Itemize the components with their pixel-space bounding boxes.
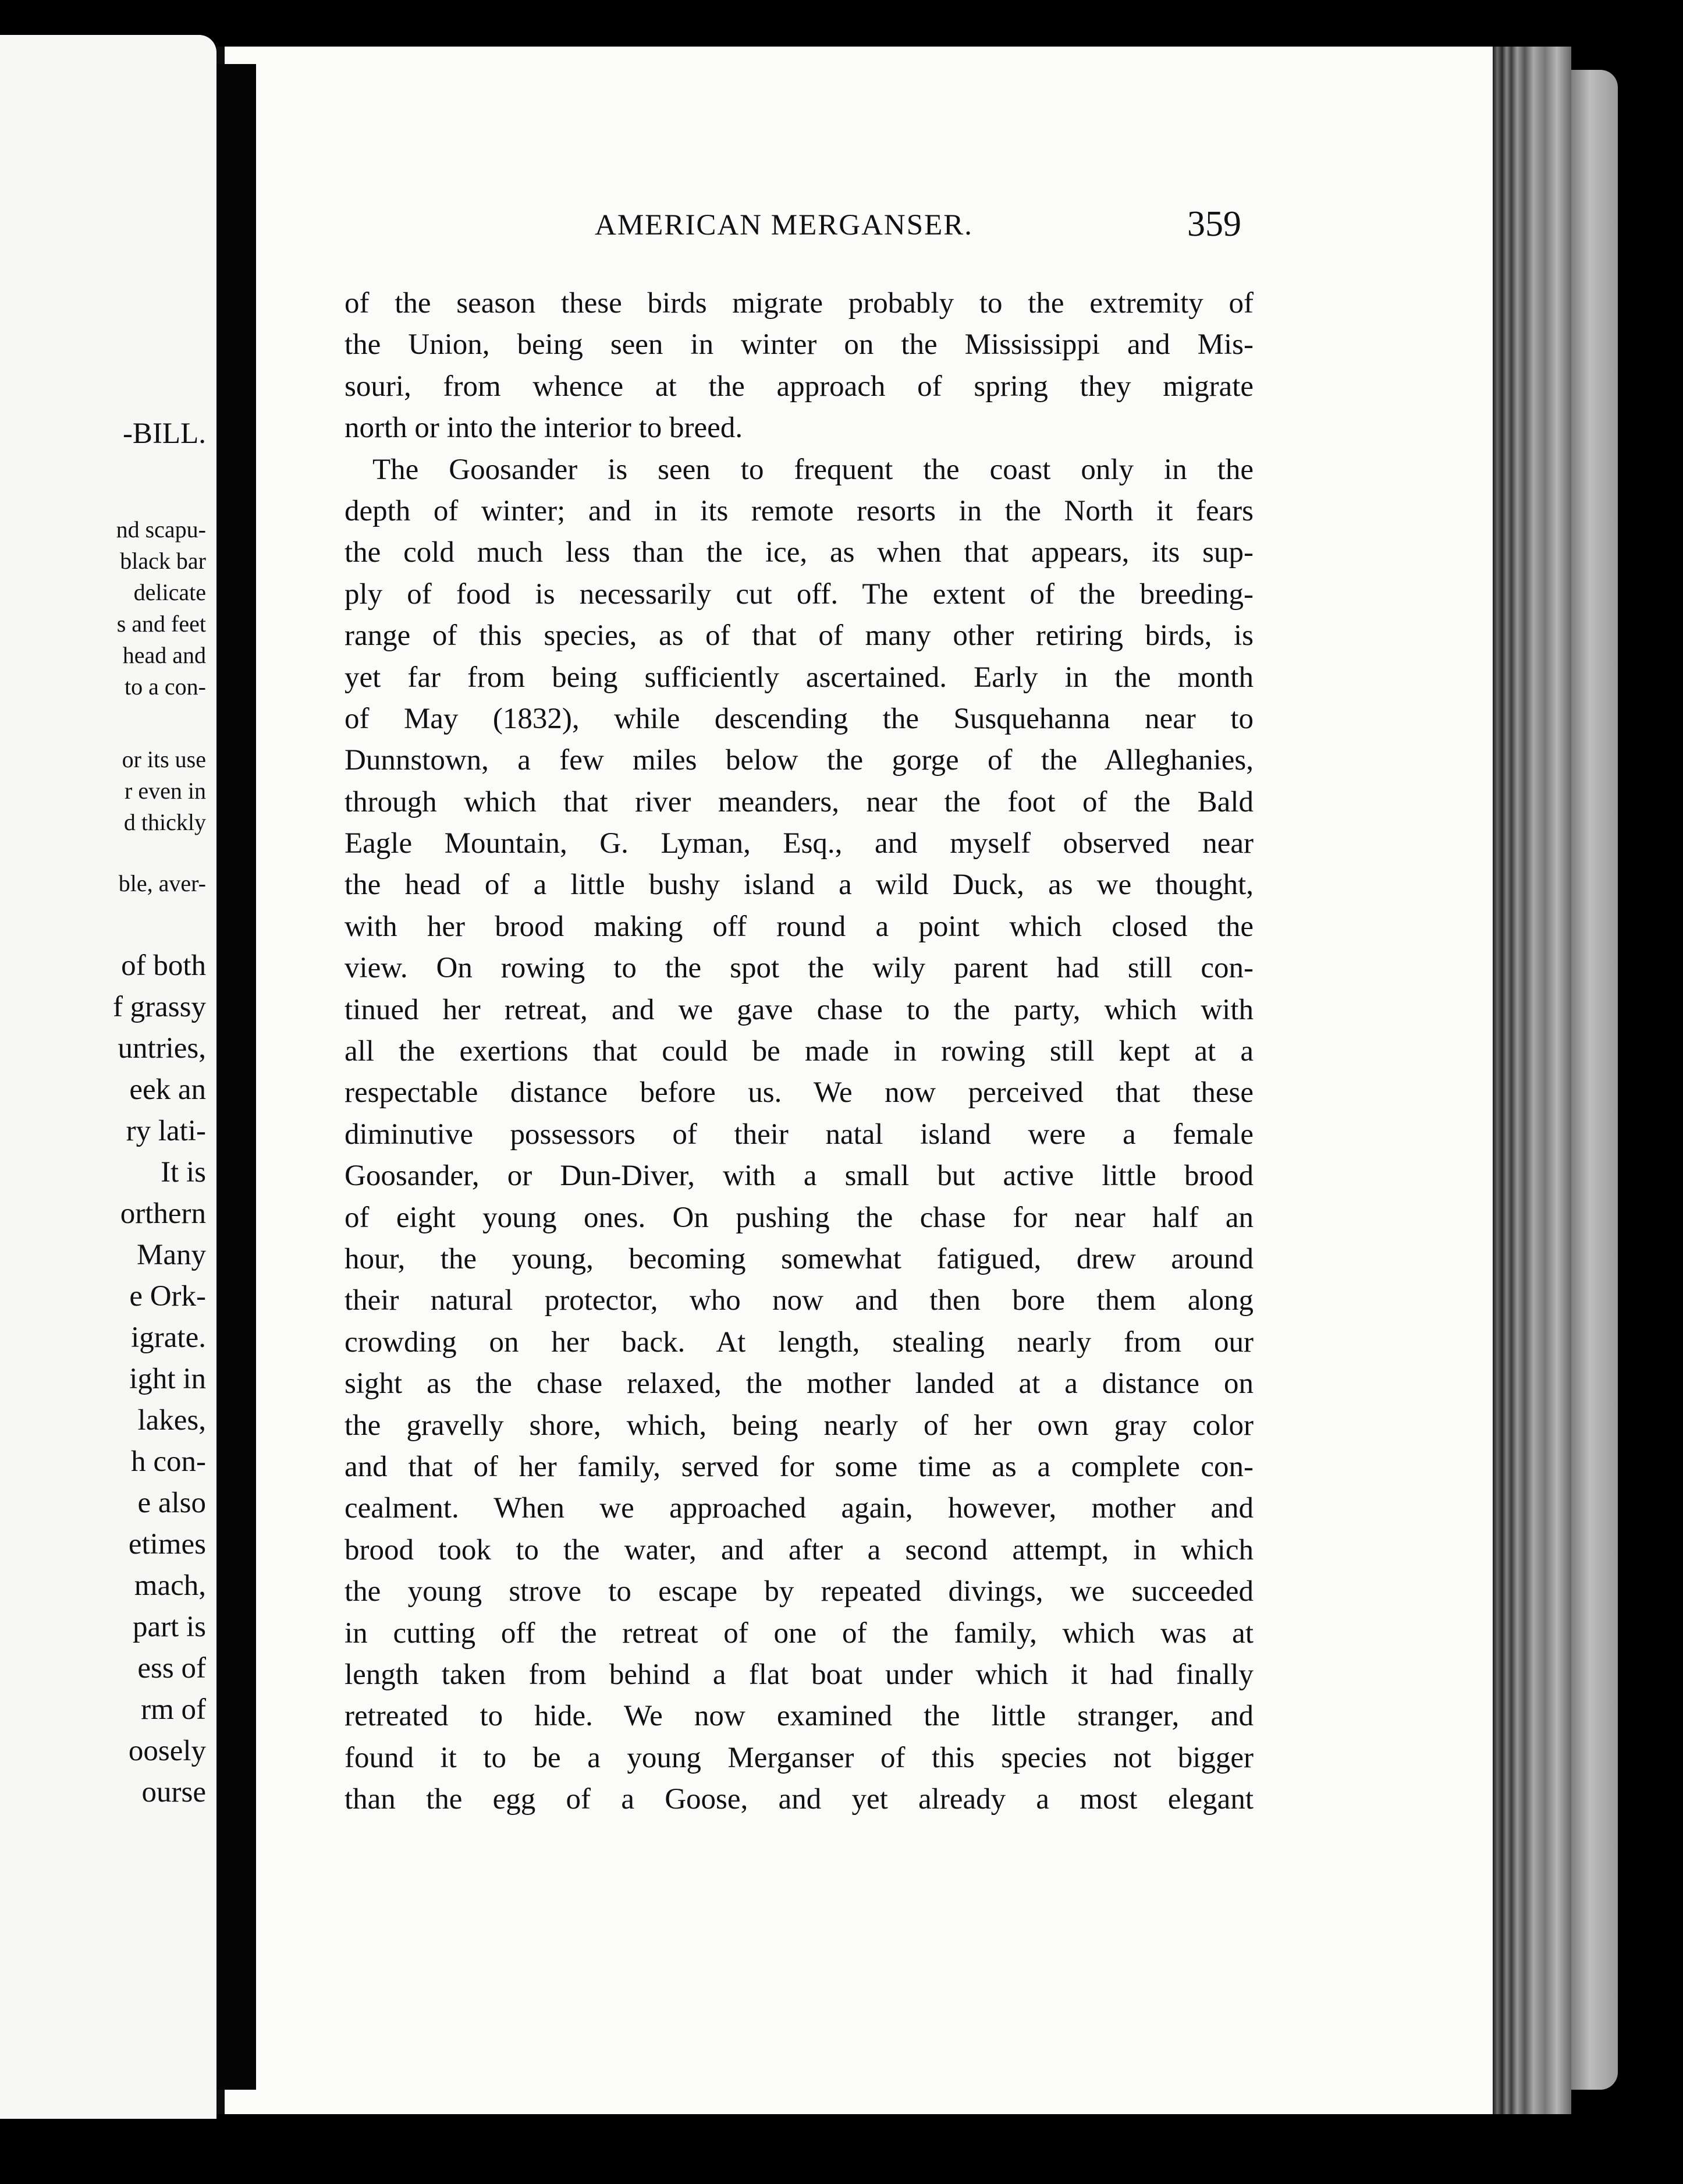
text-line: Eagle Mountain, G. Lyman, Esq., and myself observed near — [345, 827, 1254, 860]
page-number: 359 — [1187, 204, 1241, 244]
text-line: diminutive possessors of their natal island were a female — [345, 1118, 1254, 1151]
left-page-fragment: nd scapu- — [116, 516, 206, 543]
text-line: respectable distance before us. We now perceived that these — [345, 1076, 1254, 1109]
text-line: Dunnstown, a few miles below the gorge of the Alleghanies, — [345, 744, 1254, 777]
text-line: found it to be a young Merganser of this species not bigger — [345, 1741, 1254, 1774]
text-line: tinued her retreat, and we gave chase to the party, which with — [345, 993, 1254, 1026]
left-page-fragment: or its use — [122, 746, 206, 772]
left-page-fragment: r even in — [125, 778, 206, 804]
left-page-fragment: h con- — [131, 1445, 206, 1478]
left-page-fragment: part is — [132, 1611, 206, 1643]
text-line: The Goosander is seen to frequent the coast only in the — [372, 453, 1254, 486]
text-line: crowding on her back. At length, stealing nearly from our — [345, 1325, 1254, 1359]
left-page-fragment: delicate — [133, 579, 206, 605]
left-page-fragment: orthern — [120, 1197, 206, 1230]
text-line: Goosander, or Dun-Diver, with a small but active little brood — [345, 1160, 1254, 1193]
left-page-fragment: ight in — [129, 1363, 206, 1395]
text-line: retreated to hide. We now examined the little stranger, and — [345, 1700, 1254, 1733]
text-line: cealment. When we approached again, however, mother and — [345, 1492, 1254, 1525]
text-line: range of this species, as of that of many other retiring birds, is — [345, 619, 1254, 653]
text-line: than the egg of a Goose, and yet already a most elegant — [345, 1783, 1254, 1816]
left-page-fragment: It is — [161, 1156, 206, 1189]
left-page-fragment: ess of — [137, 1652, 206, 1685]
left-page-fragment: to a con- — [125, 673, 206, 700]
left-page-fragment: rm of — [141, 1693, 206, 1726]
text-line: north or into the interior to breed. — [345, 412, 743, 445]
left-page-fragment: untries, — [118, 1032, 206, 1065]
previous-page — [0, 35, 216, 2119]
left-page-fragment: Many — [137, 1239, 206, 1271]
page-edges — [1493, 47, 1571, 2114]
left-page-fragment: lakes, — [137, 1404, 206, 1437]
left-page-fragment: ble, aver- — [118, 870, 206, 896]
text-line: all the exertions that could be made in rowing still kept at a — [345, 1035, 1254, 1068]
left-page-fragment: ry lati- — [126, 1115, 206, 1147]
text-line: sight as the chase relaxed, the mother landed at a distance on — [345, 1367, 1254, 1401]
text-line: of eight young ones. On pushing the chase for near half an — [345, 1201, 1254, 1234]
left-page-fragment: of both — [121, 949, 206, 982]
text-line: the Union, being seen in winter on the Mississippi and Mis- — [345, 328, 1254, 361]
left-page-fragment: mach, — [134, 1569, 206, 1602]
left-page-fragment: oosely — [128, 1735, 206, 1767]
text-line: with her brood making off round a point which closed the — [345, 910, 1254, 943]
text-line: length taken from behind a flat boat under which it had finally — [345, 1658, 1254, 1691]
running-head: AMERICAN MERGANSER. — [595, 209, 974, 242]
left-page-fragment: e also — [137, 1487, 206, 1519]
left-page-fragment: d thickly — [123, 809, 206, 835]
book-cover-edge — [1571, 70, 1618, 2090]
left-page-fragment: etimes — [128, 1528, 206, 1561]
left-page-fragment: f grassy — [112, 991, 206, 1023]
text-line: the young strove to escape by repeated divings, we succeeded — [345, 1575, 1254, 1608]
left-page-fragment: s and feet — [116, 611, 206, 637]
text-line: the cold much less than the ice, as when that appears, its sup- — [345, 536, 1254, 569]
text-line: the head of a little bushy island a wild Duck, as we thought, — [345, 868, 1254, 902]
left-page-fragment: black bar — [120, 548, 206, 574]
text-line: brood took to the water, and after a second attempt, in which — [345, 1533, 1254, 1566]
book-gutter — [216, 64, 256, 2090]
text-line: souri, from whence at the approach of spring they migrate — [345, 370, 1254, 403]
text-line: of the season these birds migrate probably to the extremity of — [345, 287, 1254, 320]
left-page-fragment: -BILL. — [122, 417, 206, 450]
text-line: depth of winter; and in its remote resorts in the North it fears — [345, 494, 1254, 527]
body-text — [345, 283, 1254, 1820]
text-line: of May (1832), while descending the Susquehanna near to — [345, 702, 1254, 735]
text-line: ply of food is necessarily cut off. The extent of the breeding- — [345, 577, 1254, 611]
text-line: yet far from being sufficiently ascertained. Early in the month — [345, 661, 1254, 694]
text-line: their natural protector, who now and then bore them along — [345, 1284, 1254, 1317]
text-line: and that of her family, served for some time as a complete con- — [345, 1450, 1254, 1483]
text-line: in cutting off the retreat of one of the family, which was at — [345, 1616, 1254, 1650]
text-line: the gravelly shore, which, being nearly of her own gray color — [345, 1409, 1254, 1442]
text-line: view. On rowing to the spot the wily parent had still con- — [345, 952, 1254, 985]
left-page-fragment: eek an — [129, 1073, 206, 1106]
left-page-fragment: ourse — [141, 1776, 206, 1809]
left-page-fragment: e Ork- — [129, 1280, 206, 1313]
left-page-fragment: head and — [122, 642, 206, 668]
text-line: hour, the young, becoming somewhat fatigued, drew around — [345, 1242, 1254, 1275]
text-line: through which that river meanders, near the foot of the Bald — [345, 785, 1254, 818]
left-page-fragment: igrate. — [131, 1321, 206, 1354]
